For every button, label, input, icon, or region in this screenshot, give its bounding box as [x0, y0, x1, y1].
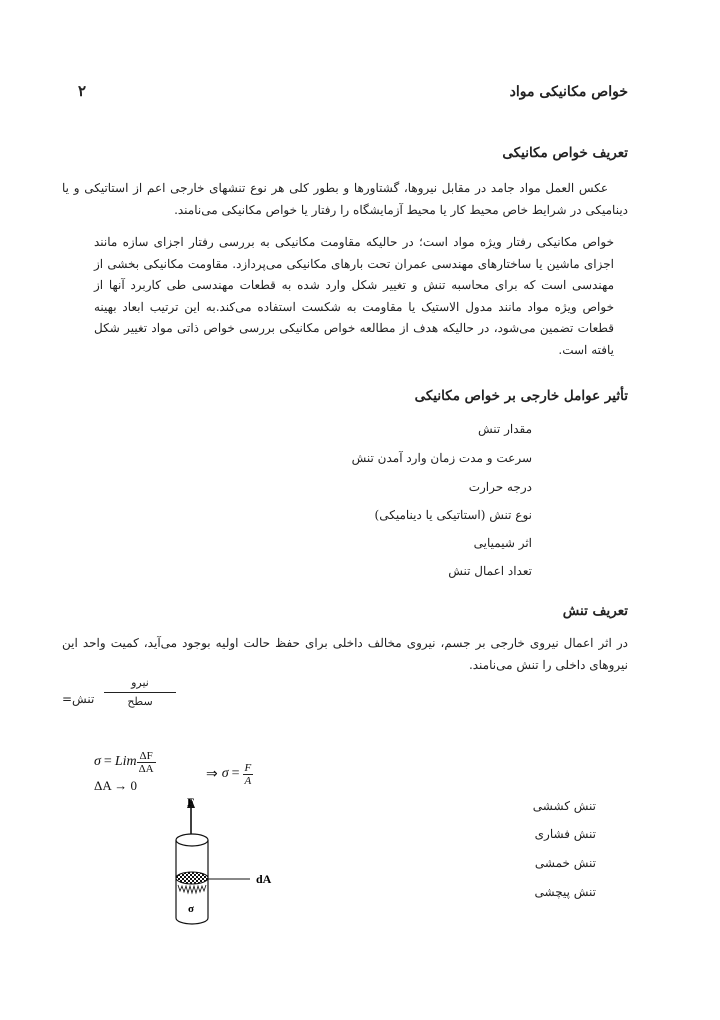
stress-type-bending: تنش خمشی — [534, 856, 596, 870]
eq-delta-f: ΔF — [137, 750, 156, 763]
paragraph-definition-1: عکس العمل مواد جامد در مقابل نیروها، گشتاورها و بطور کلی هر نوع تنشهای خارجی اعم از استاتیکی و یا دینامیکی در شرایط خاص محیط کار یا محیط آزمایشگاه را رفتار یا خواص مکانیکی می‌نامند. — [62, 181, 628, 217]
formula-word-fraction — [104, 676, 176, 708]
equation-limit: σ = Lim $\frac{\Delta F}{\Delta A}$ — [94, 749, 154, 775]
stress-distribution-marks — [178, 885, 206, 893]
area-element-dA — [176, 872, 208, 884]
stress-cylinder-diagram — [150, 790, 300, 930]
diagram-label-sigma: σ — [188, 903, 194, 915]
factor-item-1: مقدار تنش — [478, 422, 532, 436]
factor-item-4: نوع تنش (استاتیکی یا دینامیکی) — [374, 508, 532, 522]
equation-limit-condition: ΔA → 0 — [94, 778, 138, 793]
running-header-title: خواص مکانیکی مواد — [509, 84, 628, 100]
formula-stress-label: تنش= — [62, 692, 95, 706]
eq-fraction-dfda — [137, 750, 156, 775]
factor-item-6: تعداد اعمال تنش — [448, 564, 532, 578]
paragraph-stress-definition: در اثر اعمال نیروی خارجی بر جسم، نیروی مخالف داخلی برای حفظ حالت اولیه بوجود می‌آید، کمیت واحد این نیروهای داخلی را تنش می‌نامند. — [62, 636, 628, 672]
stress-type-torsion: تنش پیچشی — [534, 885, 596, 899]
paragraph-definition-2: خواص مکانیکی رفتار ویژه مواد است؛ در حالیکه مقاومت مکانیکی به بررسی رفتار اجزای سازه مانند اجزای ماشین یا ساختارهای مهندسی عمران تحت بارهای مکانیکی می‌پردازد. مقاومت مکانیکی بخشی از مهندسی است که برای محاسبه تنش و تغییر شکل وارد شده به قطعات مهندسی طی کاربرد آنها از خواص ویژه مواد مانند مدول الاستیک یا مقاومت به شکست استفاده می‌کند.به این ترتیب ابعاد بهینه قطعات تضمین می‌شود، در حالیکه هدف از مطالعه خواص مکانیکی بررسی خواص ذاتی مواد تغییر شکل یافته است. — [94, 235, 614, 357]
force-label-F: F — [187, 795, 195, 809]
eq-implies: ⇒ — [206, 766, 218, 782]
eq-f: F — [244, 761, 252, 774]
heading-external-factors: تأثیر عوامل خارجی بر خواص مکانیکی — [414, 388, 628, 404]
stress-type-compressive: تنش فشاری — [534, 827, 596, 841]
formula-denominator: سطح — [127, 695, 153, 708]
stress-type-tensile: تنش کششی — [532, 799, 596, 813]
page-number: ۲ — [78, 82, 87, 100]
factor-item-3: درجه حرارت — [468, 480, 532, 494]
heading-mechanical-properties: تعریف خواص مکانیکی — [502, 145, 628, 161]
diagram-label-dA: dA — [256, 872, 272, 886]
heading-stress-definition: تعریف تنش — [562, 603, 628, 619]
eq-sigma: σ — [94, 754, 101, 769]
eq-lim: Lim — [114, 754, 137, 769]
factor-item-2: سرعت و مدت زمان وارد آمدن تنش — [351, 451, 532, 465]
eq-sigma-2: σ — [221, 766, 229, 781]
formula-numerator: نیرو — [131, 676, 149, 689]
equation-result: ⇒ σ = $\frac{F}{A}$ — [206, 761, 252, 787]
eq-a: A — [244, 774, 252, 787]
eq-fraction-fa — [243, 762, 254, 787]
factor-item-5: اثر شیمیایی — [473, 536, 532, 550]
eq-delta-a: ΔA — [138, 762, 154, 775]
